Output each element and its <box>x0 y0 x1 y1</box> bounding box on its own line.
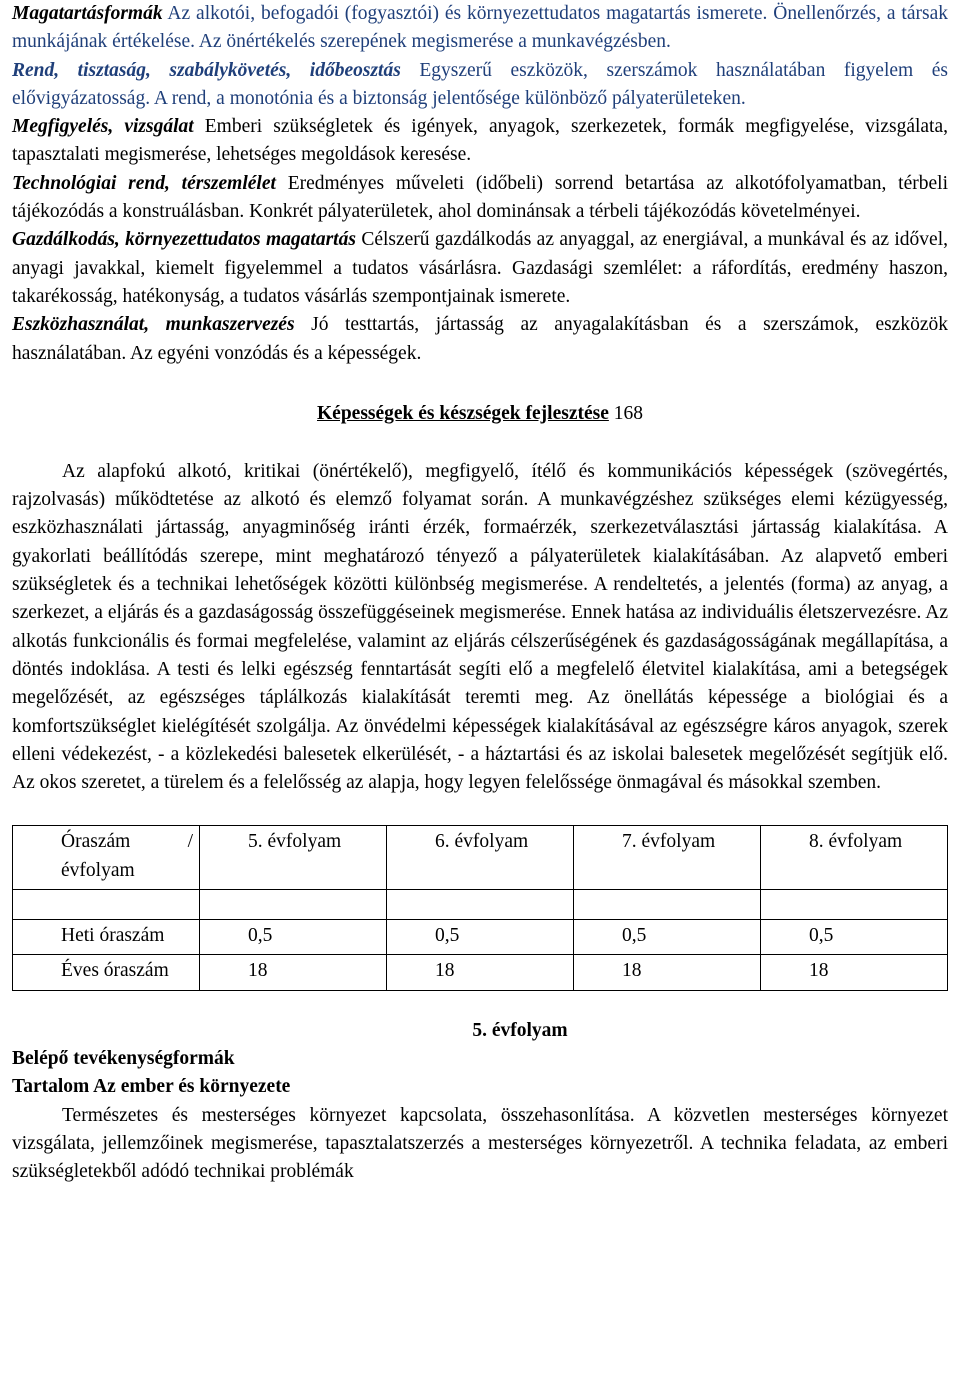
section-megfigyeles <box>12 113 948 170</box>
table-cell: 0,5 <box>761 920 948 955</box>
table-cell: 0,5 <box>387 920 574 955</box>
table-cell <box>200 890 387 920</box>
section-text: Jó testtartás, jártasság az anyagalakításban és a szerszámok, eszközök használatában. Az egyéni vonzódás és a képességek. <box>12 314 948 364</box>
table-cell: 18 <box>200 955 387 990</box>
table-cell: Éves óraszám <box>13 955 200 990</box>
section-eszkozhasznalat <box>12 311 948 368</box>
section-text: Egyszerű eszközök, szerszámok használatában figyelem és elővigyázatosság. A rend, a monotónia és a biztonság jelentősége különböző pályaterületeken. <box>12 59 948 109</box>
final-paragraph: Természetes és mesterséges környezet kapcsolata, összehasonlítása. A közvetlen mesterséges környezet vizsgálata, jellemzőinek megismerése, tapasztalatszerzés a mesterséges környezetről. A technika feladata, az emberi szükségletekből adódó technikai problémák <box>12 1104 948 1183</box>
grade-heading: 5. évfolyam <box>472 1019 568 1041</box>
section-rend <box>12 57 948 114</box>
table-cell: 7. évfolyam <box>574 826 761 890</box>
table-cell: 8. évfolyam <box>761 826 948 890</box>
section-text: Eredményes műveleti (időbeli) sorrend betartása az alkotófolyamatban, térbeli tájékozódás a konstruálásban. Konkrét pályaterületek, ahol dominánsak a térbeli tájékozódás követelményei. <box>12 172 948 223</box>
section-text: Emberi szükségletek és igények, anyagok, szerkezetek, formák megfigyelése, vizsgálata, tapasztalati megismerése, lehetséges megoldások keresése. <box>12 116 949 166</box>
table-cell: 0,5 <box>200 920 387 955</box>
table-cell <box>13 890 200 920</box>
section-text: Célszerű gazdálkodás az anyaggal, az energiával, a munkával és az idővel, anyagi javakkal, kiemelt figyelemmel a tudatos vásárlásra. Gazdasági szemlélet: a ráfordítás, eredmény haszon, takarékosság, hatékonyság, a tudatos vásárlás szempontjainak ismerete. <box>12 229 949 307</box>
table-cell: 0,5 <box>574 920 761 955</box>
table-row <box>13 920 948 955</box>
table-header-row <box>13 826 948 890</box>
section-term: Eszközhasználat, munkaszervezés <box>12 314 295 336</box>
section-term: Technológiai rend, térszemlélet <box>12 172 276 194</box>
table-cell: 18 <box>761 955 948 990</box>
section-technologiai <box>12 170 948 227</box>
entry-label: Belépő tevékenységformák <box>12 1047 235 1069</box>
table-cell: 18 <box>387 955 574 990</box>
table-cell: 5. évfolyam <box>200 826 387 890</box>
skills-paragraph: Az alapfokú alkotó, kritikai (önértékelő), megfigyelő, ítélő és kommunikációs képességek (szövegértés, rajzolvasás) működtetése az alkotó és elemző folyamat során. A munkavégzéshez szükséges elemi kézügyesség, eszközhasználati jártasság, anyagminőség iránti érzék, formaérzék, szerkezetválasztási jártasság kialakítása. A gyakorlati beállítódás szerepe, mint meghatározó tényező a pályaterületek kialakításában. Az alapvető emberi szükségletek és a technikai lehetőségek közötti különbség megismerése. A rendeltetés, a jelentés (forma) az anyag, a szerkezet, a eljárás és a gazdaságosság összefüggéseinek megismerése. Ennek hatása az individuális életszervezésre. Az alkotás funkcionális és formai megfelelése, valamint az eljárás célszerűségének és gazdaságosságának megállapítása, a döntés indoklása. A testi és lelki egészség fenntartását segíti elő a megfelelő életvitel kialakítása, ami a betegségek megelőzését, az egészséges táplálkozás kialakítását teremti meg. Az önellátás képessége a biológiai és a komfortszükséglet kielégítését szolgálja. Az önvédelmi képességek kialakításával az egészségre káros anyagok, szerek elleni védekezést, - a közlekedési balesetek elkerülését, - a háztartási és az iskolai balesetek megelőzését segítjük elő. Az okos szeretet, a türelem és a felelősség az alapja, hogy legyen felelőssége önmagával és másokkal szemben. <box>12 460 948 794</box>
table-cell: Heti óraszám <box>13 920 200 955</box>
table-cell <box>574 890 761 920</box>
skills-heading-title: Képességek és készségek fejlesztése <box>317 402 609 424</box>
skills-heading <box>12 400 948 428</box>
section-term: Megfigyelés, vizsgálat <box>12 116 194 138</box>
section-term: Magatartásformák <box>12 3 163 24</box>
section-gazdalkodas <box>12 226 948 311</box>
table-empty-row <box>13 890 948 920</box>
hours-table <box>12 825 948 990</box>
section-text: Az alkotói, befogadói (fogyasztói) és környezettudatos magatartás ismerete. Önellenőrzés, a társak munkájának értékelése. Az önértékelés szerepének megismerése a munkavégzésben. <box>12 3 948 53</box>
content-label: Tartalom Az ember és környezete <box>12 1076 291 1098</box>
table-row <box>13 955 948 990</box>
section-magatartasformak <box>12 0 948 57</box>
table-cell <box>387 890 574 920</box>
table-cell: Óraszám / évfolyam <box>13 826 200 890</box>
table-cell <box>761 890 948 920</box>
table-cell: 18 <box>574 955 761 990</box>
section-term: Rend, tisztaság, szabálykövetés, időbeosztás <box>12 59 401 81</box>
section-term: Gazdálkodás, környezettudatos magatartás <box>12 229 356 251</box>
skills-heading-page-ref: 168 <box>613 402 643 424</box>
table-cell: 6. évfolyam <box>387 826 574 890</box>
